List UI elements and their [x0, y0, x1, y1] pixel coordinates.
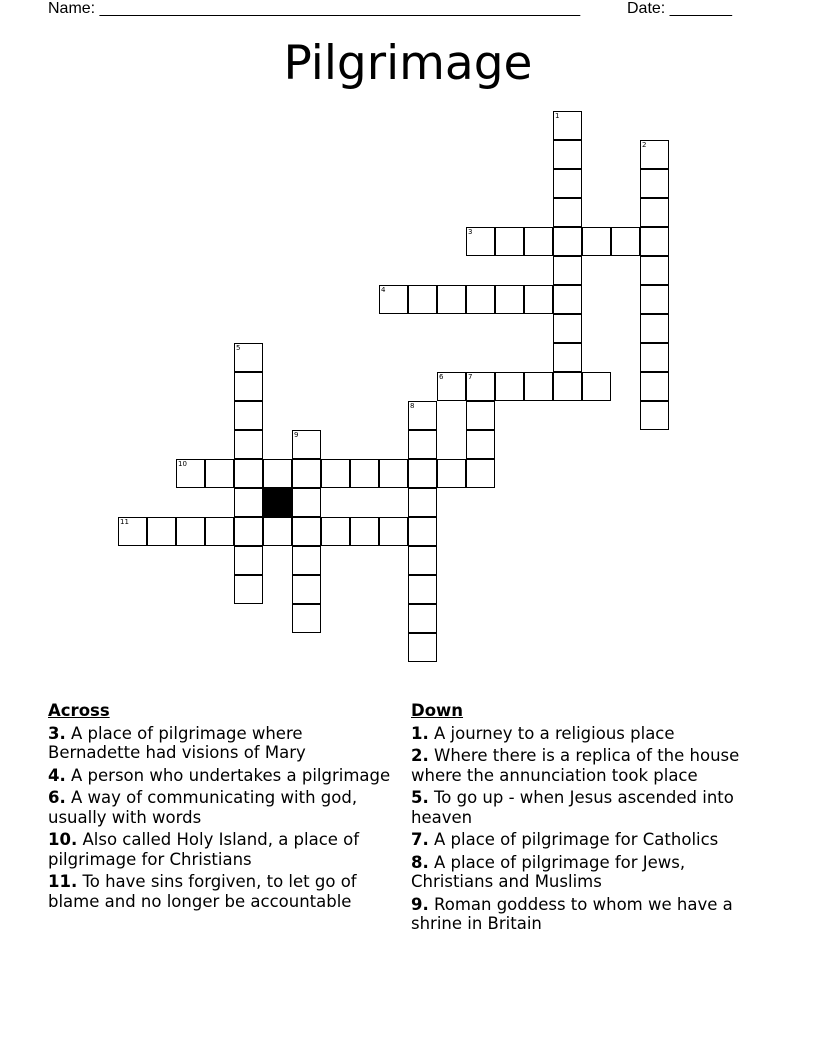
- clue-number: 5.: [411, 788, 429, 807]
- grid-cell[interactable]: [553, 227, 582, 256]
- grid-cell[interactable]: [553, 372, 582, 401]
- clue-across-4: [48, 766, 398, 786]
- shaded-cell: [263, 488, 292, 517]
- clue-text: A person who undertakes a pilgrimage: [71, 765, 391, 785]
- grid-cell[interactable]: [234, 430, 263, 459]
- grid-cell[interactable]: [205, 517, 234, 546]
- grid-cell[interactable]: [640, 372, 669, 401]
- grid-cell[interactable]: [466, 372, 495, 401]
- grid-cell[interactable]: [408, 604, 437, 633]
- clue-down-7: [411, 830, 761, 850]
- grid-cell[interactable]: [408, 517, 437, 546]
- grid-cell[interactable]: [176, 459, 205, 488]
- grid-cell[interactable]: [466, 285, 495, 314]
- clue-text: A place of pilgrimage where Bernadette had visions of Mary: [48, 723, 306, 762]
- cell-number: 5: [236, 344, 241, 352]
- clue-number: 9.: [411, 894, 429, 914]
- grid-cell[interactable]: [234, 343, 263, 372]
- grid-cell[interactable]: [640, 401, 669, 430]
- grid-cell[interactable]: [379, 517, 408, 546]
- grid-cell[interactable]: [640, 285, 669, 314]
- grid-cell[interactable]: [292, 604, 321, 633]
- clue-number: 3.: [48, 723, 66, 743]
- grid-cell[interactable]: [292, 488, 321, 517]
- across-heading: Across: [48, 701, 110, 720]
- grid-cell[interactable]: [437, 459, 466, 488]
- grid-cell[interactable]: [640, 198, 669, 227]
- clue-text: A way of communicating with god, usually with words: [48, 788, 358, 827]
- grid-cell[interactable]: [234, 517, 263, 546]
- grid-cell[interactable]: [408, 488, 437, 517]
- cell-number: 8: [410, 402, 415, 410]
- grid-cell[interactable]: [553, 140, 582, 169]
- grid-cell[interactable]: [292, 459, 321, 488]
- grid-cell[interactable]: [321, 517, 350, 546]
- grid-cell[interactable]: [524, 227, 553, 256]
- grid-cell[interactable]: [263, 459, 292, 488]
- grid-cell[interactable]: [553, 111, 582, 140]
- clue-number: 2.: [411, 746, 429, 765]
- grid-cell[interactable]: [292, 517, 321, 546]
- puzzle-title: Pilgrimage: [283, 36, 533, 91]
- cell-number: 10: [178, 460, 187, 468]
- cell-number: 9: [294, 431, 299, 439]
- clue-number: 7.: [411, 830, 429, 849]
- grid-cell[interactable]: [234, 546, 263, 575]
- cell-number: 11: [120, 518, 129, 526]
- clue-down-1: [411, 724, 761, 744]
- grid-cell[interactable]: [582, 227, 611, 256]
- grid-cell[interactable]: [350, 459, 379, 488]
- clue-across-11: [48, 872, 398, 911]
- grid-cell[interactable]: [147, 517, 176, 546]
- grid-cell[interactable]: [379, 459, 408, 488]
- grid-cell[interactable]: [466, 401, 495, 430]
- grid-cell[interactable]: [553, 314, 582, 343]
- grid-cell[interactable]: [495, 372, 524, 401]
- grid-cell[interactable]: [408, 546, 437, 575]
- grid-cell[interactable]: [205, 459, 234, 488]
- clue-text: Roman goddess to whom we have a shrine in Britain: [411, 894, 733, 933]
- grid-cell[interactable]: [466, 459, 495, 488]
- clue-down-9: [411, 895, 761, 934]
- across-clues: [48, 701, 398, 914]
- grid-cell[interactable]: [640, 169, 669, 198]
- clue-text: A place of pilgrimage for Catholics: [434, 830, 719, 849]
- clue-text: Where there is a replica of the house where the annunciation took place: [411, 746, 740, 785]
- grid-cell[interactable]: [553, 343, 582, 372]
- grid-cell[interactable]: [640, 227, 669, 256]
- grid-cell[interactable]: [408, 430, 437, 459]
- grid-cell[interactable]: [553, 169, 582, 198]
- clue-down-8: [411, 853, 761, 892]
- grid-cell[interactable]: [437, 372, 466, 401]
- grid-cell[interactable]: [640, 314, 669, 343]
- clue-down-2: [411, 746, 761, 785]
- grid-cell[interactable]: [118, 517, 147, 546]
- clue-number: 1.: [411, 723, 429, 743]
- grid-cell[interactable]: [234, 372, 263, 401]
- grid-cell[interactable]: [408, 401, 437, 430]
- grid-cell[interactable]: [640, 256, 669, 285]
- clue-number: 10.: [48, 830, 78, 849]
- clue-text: A place of pilgrimage for Jews, Christians and Muslims: [411, 852, 686, 891]
- grid-cell[interactable]: [408, 459, 437, 488]
- grid-cell[interactable]: [466, 430, 495, 459]
- grid-cell[interactable]: [234, 459, 263, 488]
- grid-cell[interactable]: [640, 343, 669, 372]
- grid-cell[interactable]: [495, 285, 524, 314]
- down-heading: Down: [411, 701, 464, 720]
- grid-cell[interactable]: [524, 372, 553, 401]
- grid-cell[interactable]: [611, 227, 640, 256]
- grid-cell[interactable]: [408, 285, 437, 314]
- cell-number: 4: [381, 286, 386, 294]
- clue-text: A journey to a religious place: [434, 723, 675, 743]
- grid-cell[interactable]: [292, 575, 321, 604]
- clue-across-6: [48, 788, 398, 827]
- grid-cell[interactable]: [234, 488, 263, 517]
- grid-cell[interactable]: [234, 401, 263, 430]
- grid-cell[interactable]: [640, 140, 669, 169]
- grid-cell[interactable]: [495, 227, 524, 256]
- clue-number: 6.: [48, 788, 66, 807]
- grid-cell[interactable]: [292, 430, 321, 459]
- cell-number: 1: [555, 112, 560, 120]
- grid-cell[interactable]: [582, 372, 611, 401]
- cell-number: 6: [439, 373, 444, 381]
- grid-cell[interactable]: [234, 575, 263, 604]
- grid-cell[interactable]: [553, 198, 582, 227]
- grid-cell[interactable]: [176, 517, 205, 546]
- grid-cell[interactable]: [408, 575, 437, 604]
- clue-text: Also called Holy Island, a place of pilgrimage for Christians: [48, 830, 360, 869]
- clue-number: 4.: [48, 765, 66, 785]
- cell-number: 3: [468, 228, 473, 236]
- grid-cell[interactable]: [379, 285, 408, 314]
- clue-text: To go up - when Jesus ascended into heaven: [411, 788, 734, 827]
- name-field[interactable]: Name: ______________________________________________________: [48, 0, 581, 17]
- grid-cell[interactable]: [321, 459, 350, 488]
- clue-across-3: [48, 724, 398, 763]
- clue-text: To have sins forgiven, to let go of blame and no longer be accountable: [48, 872, 357, 911]
- grid-cell[interactable]: [553, 256, 582, 285]
- grid-cell[interactable]: [553, 285, 582, 314]
- grid-cell[interactable]: [437, 285, 466, 314]
- down-clues: [411, 701, 761, 937]
- clue-down-5: [411, 788, 761, 827]
- grid-cell[interactable]: [350, 517, 379, 546]
- date-field[interactable]: Date: _______: [627, 0, 732, 17]
- grid-cell[interactable]: [292, 546, 321, 575]
- grid-cell[interactable]: [408, 633, 437, 662]
- clue-across-10: [48, 830, 398, 869]
- grid-cell[interactable]: [466, 227, 495, 256]
- clue-number: 8.: [411, 852, 429, 872]
- cell-number: 7: [468, 373, 473, 381]
- cell-number: 2: [642, 141, 647, 149]
- clue-number: 11.: [48, 872, 78, 891]
- grid-cell[interactable]: [524, 285, 553, 314]
- grid-cell[interactable]: [263, 517, 292, 546]
